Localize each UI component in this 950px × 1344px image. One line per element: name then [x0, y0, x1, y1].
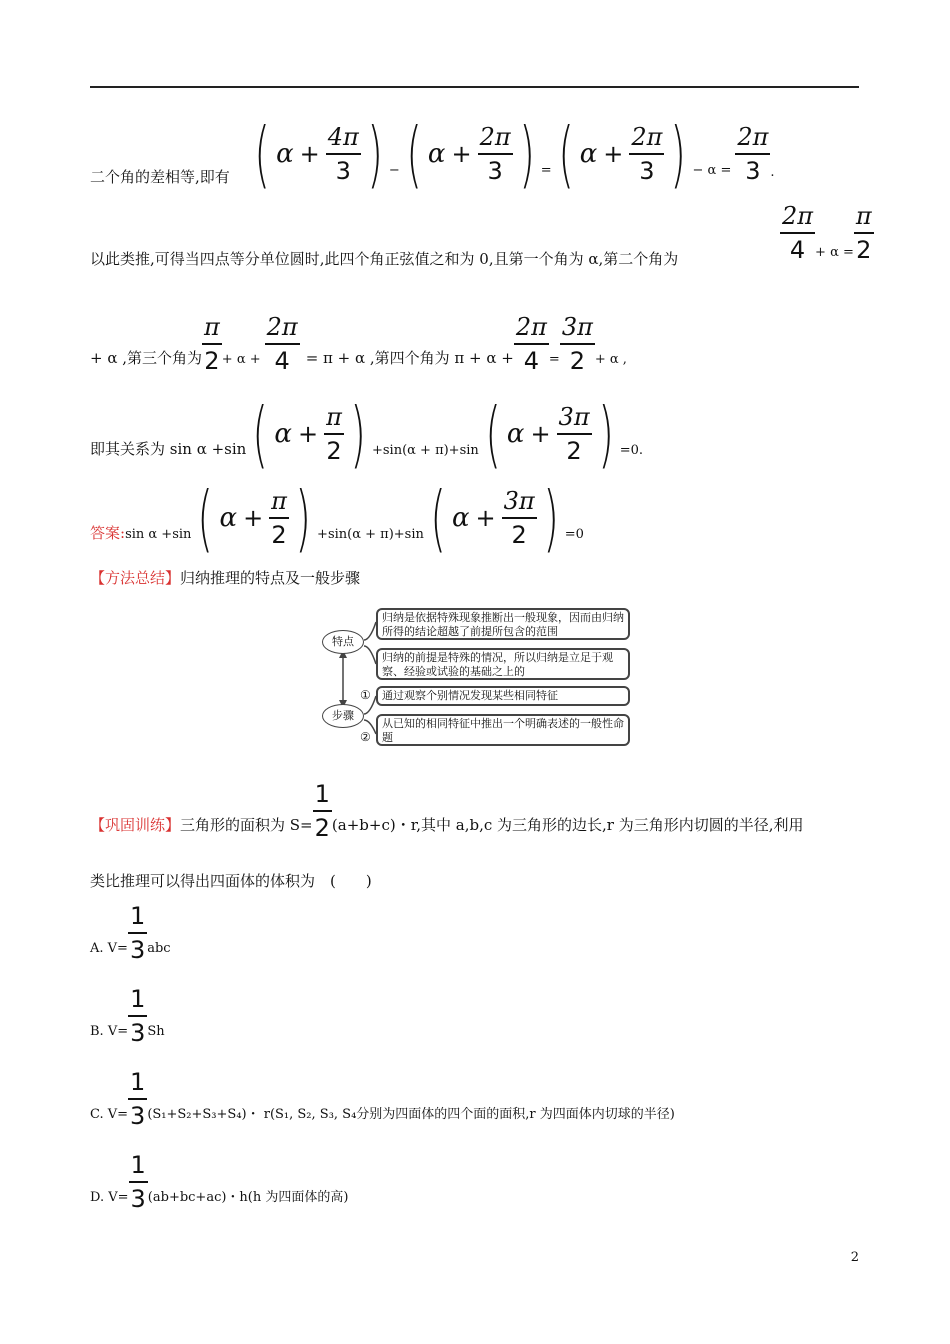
line1-math: ( α + $\frac{4\pi}{3}$ ) − ( α + $\frac{2\pi}{3}$ ) = ( α + $\frac{2\pi}{3}$ ) − α = $\frac{2\pi}{3}$ . [248, 118, 775, 190]
line2-text: 以此类推,可得当四点等分单位圆时,此四个角正弦值之和为 0,且第一个角为 α,第二个角为 [90, 250, 679, 268]
practice-line: 【巩固训练】 三角形的面积为 S= $\frac{1}{2}$ (a+b+c)・r,其中 a,b,c 为三角形的边长,r 为三角形内切圆的半径,利用 [90, 780, 804, 842]
line4-math: 即其关系为 sin α +sin ( α + $\frac{\pi}{2}$ ) +sin(α + π)+sin ( α + $\frac{3\pi}{2}$ ) =0. [90, 392, 643, 476]
option-d[interactable]: D. V= $\frac{1}{3}$ (ab+bc+ac)・h(h 为四面体的高) [90, 1151, 349, 1213]
step-box-1: 通过观察个别情况发现某些相同特征 [376, 686, 630, 706]
line1-text: 二个角的差相等,即有 [90, 168, 230, 186]
method-summary: 【方法总结】归纳推理的特点及一般步骤 [90, 569, 361, 587]
feature-box-1: 归纳是依据特殊现象推断出一般现象，因而由归纳所得的结论超越了前提所包含的范围 [376, 608, 630, 640]
feature-box-2: 归纳的前提是特殊的情况，所以归纳是立足于观察、经验或试验的基础之上的 [376, 648, 630, 680]
line2-math: $\frac{2\pi}{4}$ + α = $\frac{\pi}{2}$ [782, 202, 872, 264]
paren-group: ( α + $\frac{2\pi}{3}$ ) [406, 112, 535, 196]
node-steps: 步骤 [322, 704, 364, 728]
option-a[interactable]: A. V= $\frac{1}{3}$ abc [90, 902, 171, 964]
option-b[interactable]: B. V= $\frac{1}{3}$ Sh [90, 985, 165, 1047]
answer-label: 答案: [90, 524, 126, 542]
paren-group: ( α + $\frac{4\pi}{3}$ ) [254, 112, 383, 196]
step-box-2: 从已知的相同特征中推出一个明确表述的一般性命题 [376, 714, 630, 746]
induction-diagram [318, 604, 634, 752]
step-number-1: ① [360, 688, 371, 702]
line3-math: + α ,第三个角为 $\frac{\pi}{2}$ + α + $\frac{2\pi}{4}$ = π + α ,第四个角为 π + α + $\frac{2\pi}{4}$ = $\frac{3\pi}{2}$ + α , [90, 313, 627, 375]
option-c[interactable]: C. V= $\frac{1}{3}$ (S₁+S₂+S₃+S₄)・ r(S₁, S₂, S₃, S₄分别为四面体的四个面的面积,r 为四面体内切球的半径) [90, 1068, 675, 1130]
paren-group: ( α + $\frac{2\pi}{3}$ ) [557, 112, 687, 196]
practice-label: 【巩固训练】 [90, 816, 181, 834]
header-rule [90, 86, 859, 88]
step-number-2: ② [360, 730, 371, 744]
page-number: 2 [850, 1250, 859, 1265]
method-label: 【方法总结】 [90, 569, 181, 587]
practice-line2: 类比推理可以得出四面体的体积为 ( ) [90, 872, 372, 890]
node-features: 特点 [322, 630, 364, 654]
answer-line: 答案: sin α +sin ( α + $\frac{\pi}{2}$ ) +sin(α + π)+sin ( α + $\frac{3\pi}{2}$ ) =0 [90, 476, 584, 560]
